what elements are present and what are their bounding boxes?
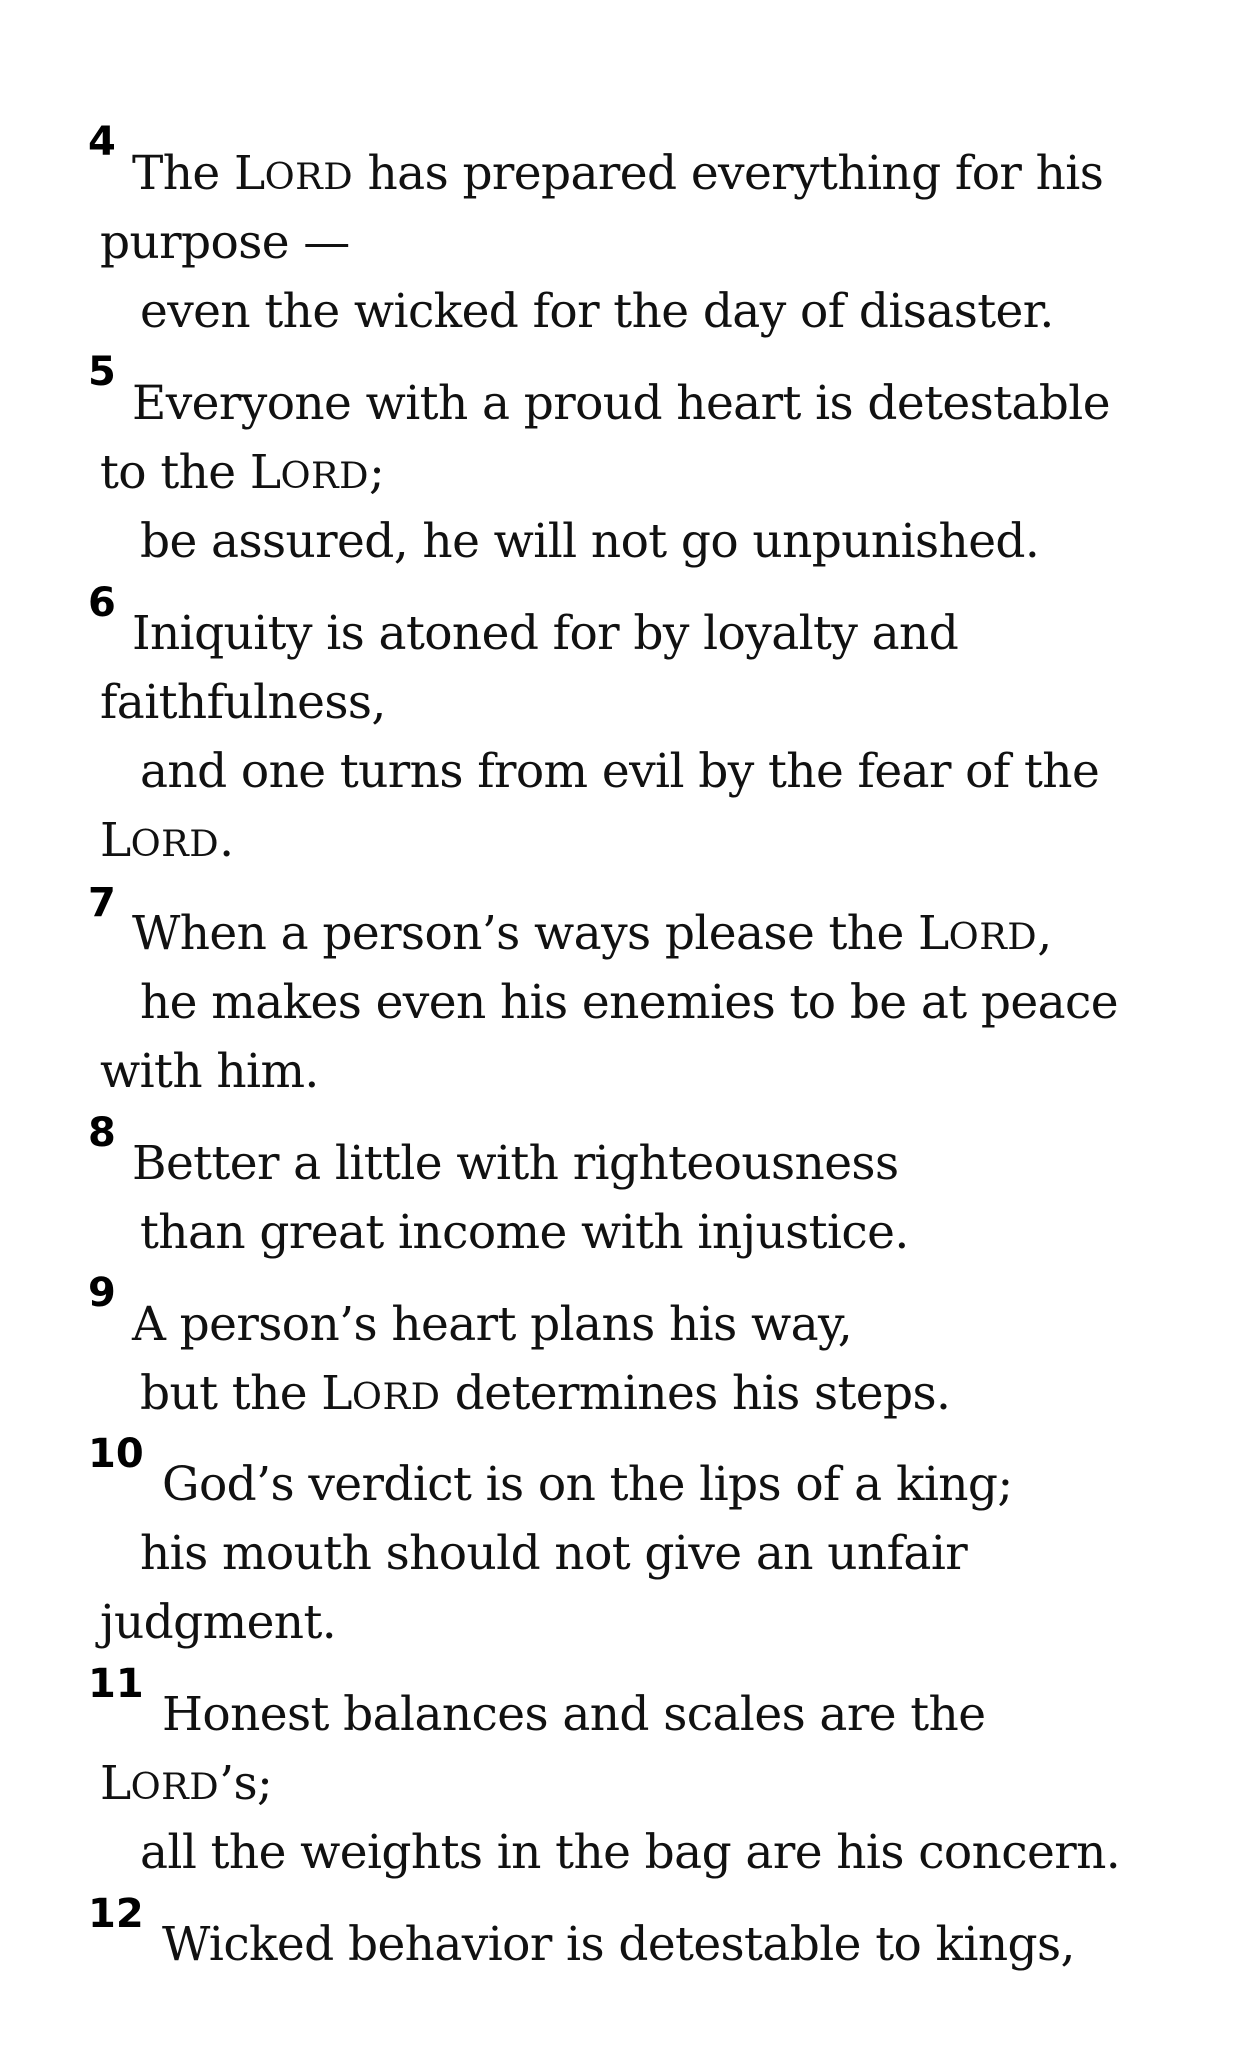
verse-line: judgment. [100,1595,337,1650]
verse-line: Wicked behavior is detestable to kings, [162,1917,1075,1972]
verse-line: LORD’s; [100,1756,273,1811]
verse-line: Iniquity is atoned for by loyalty and [132,606,959,661]
verse-line: LORD. [100,813,234,868]
verse-line: but the LORD determines his steps. [140,1366,951,1421]
verse-line: he makes even his enemies to be at peace [140,975,1118,1030]
verse-number: 9 [88,1270,116,1316]
verse-line: faithfulness, [100,675,386,730]
verse-line: be assured, he will not go unpunished. [140,514,1040,569]
verse-line: and one turns from evil by the fear of the [140,744,1100,799]
verse-line: all the weights in the bag are his concern. [140,1825,1121,1880]
verse-number: 11 [88,1661,144,1707]
verse-line: to the LORD; [100,445,385,500]
verse-line: even the wicked for the day of disaster. [140,284,1054,339]
verse-line: A person’s heart plans his way, [132,1297,853,1352]
verse-number: 5 [88,349,116,395]
verse-line: his mouth should not give an unfair [140,1526,968,1581]
verse-line: Everyone with a proud heart is detestable [132,376,1110,431]
verse-number: 7 [88,880,116,926]
verse-line: God’s verdict is on the lips of a king; [162,1457,1013,1512]
verse-line: Honest balances and scales are the [162,1687,986,1742]
verse-number: 6 [88,580,116,626]
verse-number: 12 [88,1891,144,1937]
verse-number: 10 [88,1431,144,1477]
verse-line: The LORD has prepared everything for his [132,146,1104,201]
verse-line: purpose — [100,215,350,270]
verse-line: Better a little with righteousness [132,1136,899,1191]
verse-line: When a person’s ways please the LORD, [132,906,1052,961]
verse-line: with him. [100,1044,319,1099]
verse-number: 8 [88,1110,116,1156]
verse-line: than great income with injustice. [140,1205,909,1260]
verse-number: 4 [88,119,116,165]
